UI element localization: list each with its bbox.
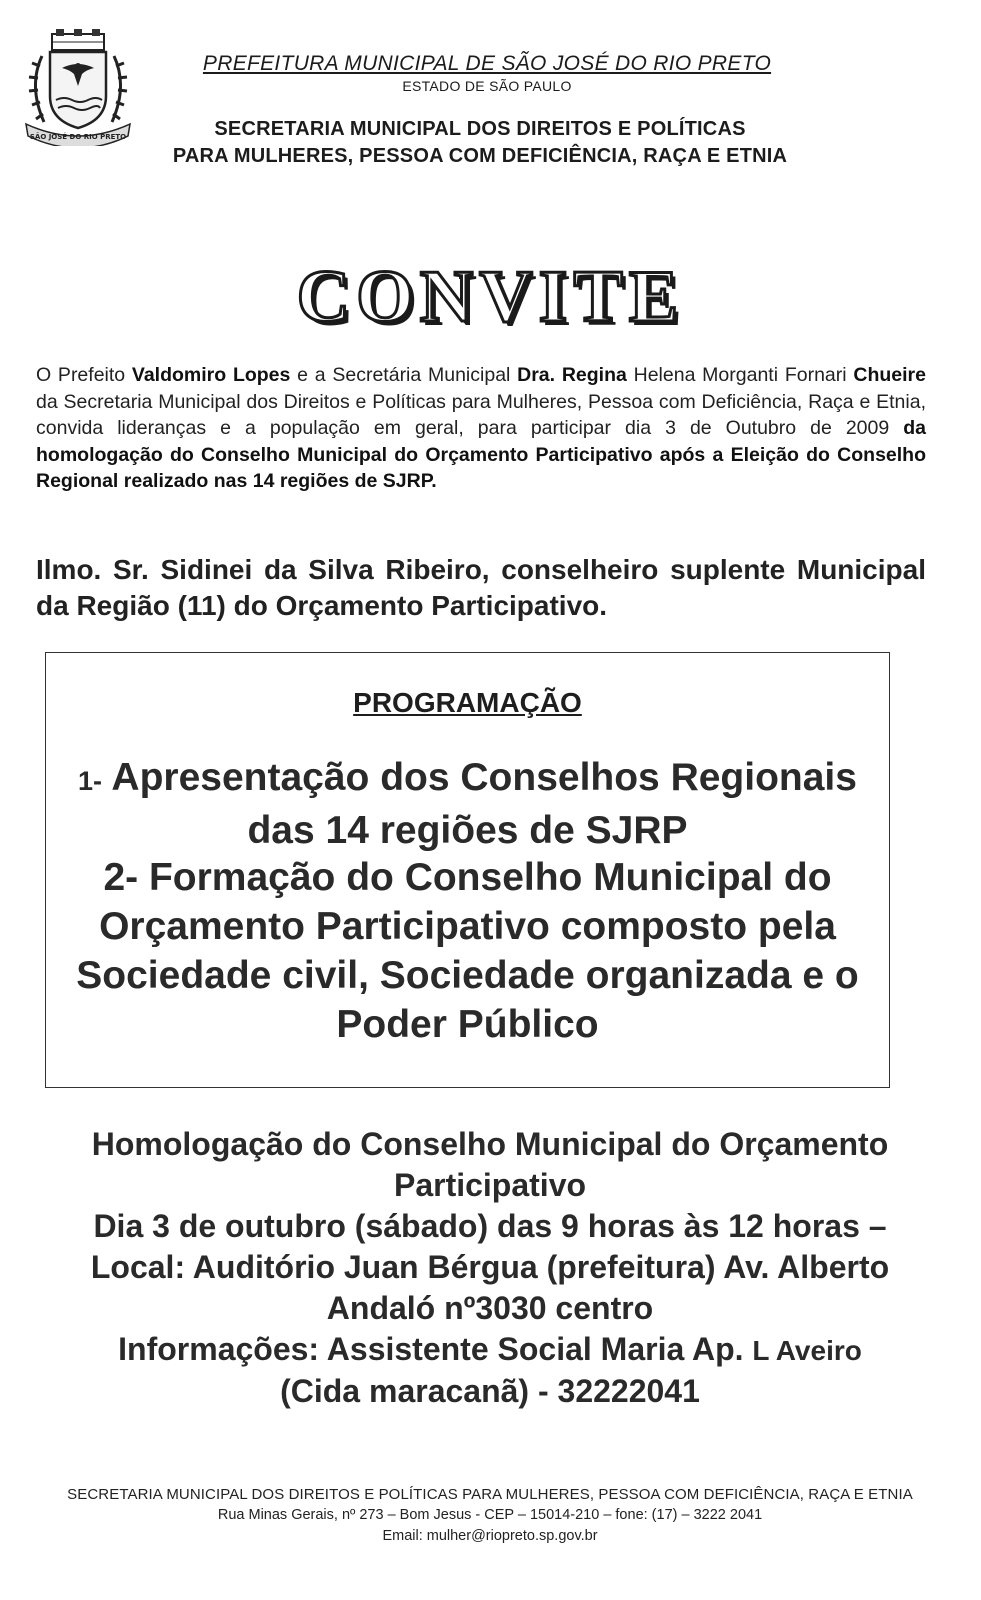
secretariat-line-1: SECRETARIA MUNICIPAL DOS DIREITOS E POLÍTICAS — [214, 118, 746, 140]
programme-item-1 — [56, 753, 879, 855]
state-name: ESTADO DE SÃO PAULO — [402, 78, 572, 94]
event-line-2: Participativo — [393, 1167, 587, 1203]
footer-address: Rua Minas Gerais, nº 273 – Bom Jesus - CEP – 15014-210 – fone: (17) – 3222 2041 — [217, 1507, 763, 1523]
event-location: Local: Auditório Juan Bérgua (prefeitura) Av. Alberto — [90, 1249, 890, 1285]
addressee: Ilmo. Sr. Sidinei da Silva Ribeiro, conselheiro suplente Municipal da Região (11) do Orçamento Participativo. — [36, 554, 926, 621]
event-contact — [20, 1329, 960, 1371]
page-title: CONVITE — [296, 256, 685, 338]
crest-banner-text: SÃO JOSÉ DO RIO PRETO — [29, 133, 127, 141]
event-phone: (Cida maracanã) - 32222041 — [280, 1373, 700, 1409]
event-address: Andaló nº3030 centro — [326, 1290, 654, 1326]
secretary-title: Dra. Regina — [517, 364, 627, 386]
intro-paragraph — [36, 362, 926, 495]
intro-text: da Secretaria Municipal dos Direitos e Políticas para Mulheres, Pessoa com Deficiência, Raça e Etnia, convida lideranças e a população em geral, para participar dia 3 de Outubro de 2009 — [36, 390, 926, 439]
event-contact-text: Informações: Assistente Social Maria Ap. — [118, 1331, 753, 1367]
programme-heading: PROGRAMAÇÃO — [353, 687, 582, 718]
programme-item-2: 2- Formação do Conselho Municipal do Orçamento Participativo composto pela Sociedade civil, Sociedade organizada e o Poder Público — [76, 856, 859, 1046]
secretariat-name — [100, 116, 860, 170]
intro-text: Helena Morganti Fornari — [626, 364, 854, 386]
footer-secretariat: SECRETARIA MUNICIPAL DOS DIREITOS E POLÍTICAS PARA MULHERES, PESSOA COM DEFICIÊNCIA, RAÇA E ETNIA — [67, 1486, 913, 1503]
footer-email: Email: mulher@riopreto.sp.gov.br — [382, 1528, 598, 1544]
intro-text: O Prefeito — [36, 364, 132, 386]
municipality-title: PREFEITURA MUNICIPAL DE SÃO JOSÉ DO RIO PRETO — [202, 52, 772, 75]
secretary-surname: Chueire — [853, 364, 926, 386]
event-date: Dia 3 de outubro (sábado) das 9 horas às 12 horas – — [93, 1208, 887, 1244]
event-line-1: Homologação do Conselho Municipal do Orçamento — [91, 1126, 889, 1162]
programme-box — [45, 652, 890, 1088]
event-contact-surname: L Aveiro — [752, 1335, 862, 1366]
programme-item-1-text: Apresentação dos Conselhos Regionais das 14 regiões de SJRP — [102, 756, 857, 852]
programme-item-1-number: 1- — [78, 766, 103, 796]
event-description: da homologação do Conselho Municipal do Orçamento Participativo após a Eleição do Conselho Regional realizado nas 14 regiões de SJRP. — [36, 417, 926, 492]
intro-text: e a Secretária Municipal — [290, 364, 518, 386]
mayor-name: Valdomiro Lopes — [131, 364, 291, 386]
event-details — [20, 1124, 960, 1412]
footer — [20, 1484, 960, 1547]
secretariat-line-2: PARA MULHERES, PESSOA COM DEFICIÊNCIA, RAÇA E ETNIA — [172, 145, 788, 167]
